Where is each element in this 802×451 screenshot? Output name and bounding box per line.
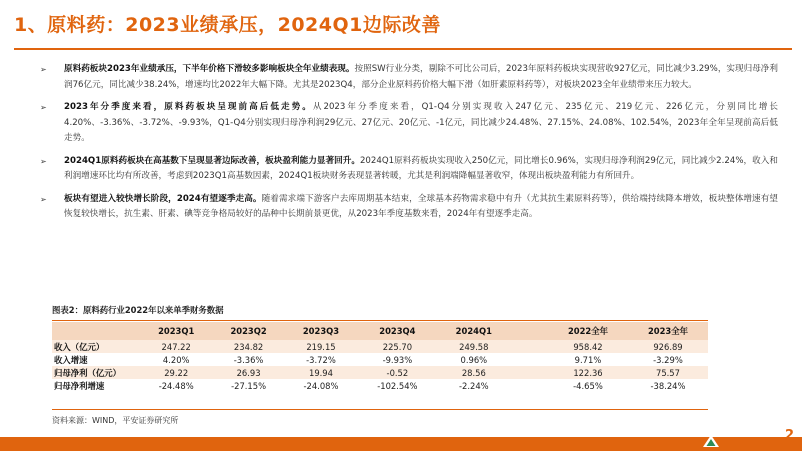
figure-top-rule [52,320,708,321]
table-row [52,379,708,392]
table-cell-gap [510,353,548,366]
table-cell: 26.93 [212,366,284,379]
table-cell-gap [510,379,548,392]
table-header: 2023Q3 [285,322,357,340]
table-header: 2023Q4 [357,322,437,340]
table-cell: -9.93% [357,353,437,366]
bullet-lead: 原料药板块2023年业绩承压，下半年价格下滑较多影响板块全年业绩表现。 [64,64,355,74]
table-cell: 219.15 [285,340,357,353]
table-header-gap [510,322,548,340]
bullet-text: 从2023年分季度来看，Q1-Q4分别实现收入247亿元、235亿元、219亿元、226亿元，分别同比增长4.20%、-3.36%、-3.72%、-9.93%，Q1-Q4分别实现归母净利润29亿元、27亿元、20亿元、-1亿元，同比减少24.48%、27.15%、24.08%、102.54%，2023年全年呈现前高后低走势。 [64,102,778,143]
bullet-lead: 板块有望进入较快增长阶段，2024有望逐季走高。 [64,193,262,204]
arrow-bullet-icon: ➢ [40,194,47,204]
source-note: 资料来源：WIND，平安证券研究所 [52,416,179,425]
table-cell: -3.72% [285,353,357,366]
table-cell: 926.89 [628,340,708,353]
row-label: 归母净利增速 [52,379,140,392]
bullet-item [40,100,778,147]
table-row [52,340,708,353]
row-label: 收入增速 [52,353,140,366]
brand-logo-icon [702,434,720,448]
table-cell: 122.36 [548,366,628,379]
table-cell: 234.82 [212,340,284,353]
figure-caption: 图表2：原料药行业2022年以来单季财务数据 [52,305,224,315]
page-title: 1、原料药：2023业绩承压，2024Q1边际改善 [14,14,441,36]
table-header-blank [52,322,140,340]
table-header: 2024Q1 [438,322,510,340]
bullet-text: 2024Q1原料药板块实现收入250亿元，同比增长0.96%，实现归母净利润29亿元，同比减少2.24%，收入和利润增速环比均有所改善，考虑到2023Q1高基数因素，2024Q1板块财务表现显著转暖，尤其是利润端降幅显著收窄，体现出板块盈利能力有所回升。 [64,155,778,181]
table-cell: -24.48% [140,379,212,392]
table-header: 2023Q2 [212,322,284,340]
figure-bottom-rule [52,409,708,410]
table-header-row [52,322,708,340]
bullet-lead: 2023年分季度来看，原料药板块呈现前高后低走势。 [64,102,313,112]
arrow-bullet-icon: ➢ [40,156,47,166]
row-label: 收入（亿元） [52,340,140,353]
row-label: 归母净利（亿元） [52,366,140,379]
table-cell: 225.70 [357,340,437,353]
financial-table [52,322,708,392]
bullet-item [40,192,778,223]
table-cell: 19.94 [285,366,357,379]
table-row [52,353,708,366]
footer-band [0,437,802,451]
bullet-item [40,154,778,185]
table-cell: 0.96% [438,353,510,366]
table-cell: 29.22 [140,366,212,379]
table-cell: -3.36% [212,353,284,366]
table-cell: -0.52 [357,366,437,379]
table-header: 2022全年 [548,322,628,340]
table-cell: 249.58 [438,340,510,353]
table-cell-gap [510,366,548,379]
table-cell: -27.15% [212,379,284,392]
table-cell: -102.54% [357,379,437,392]
table-cell: 958.42 [548,340,628,353]
table-cell: 28.56 [438,366,510,379]
page-number: 2 [784,428,794,443]
bullet-list [40,62,778,230]
table-cell: -4.65% [548,379,628,392]
bullet-item [40,62,778,93]
table-cell: -38.24% [628,379,708,392]
table-cell: -2.24% [438,379,510,392]
table-cell: 4.20% [140,353,212,366]
title-divider [14,48,792,50]
table-cell: -3.29% [628,353,708,366]
table-cell: 75.57 [628,366,708,379]
bullet-text: 按照SW行业分类，剔除不可比公司后，2023年原料药板块实现营收927亿元，同比减少3.29%，实现归母净利润76亿元，同比减少38.24%，增速均比2022年大幅下降。尤其是2023Q4，部分企业原料药价格大幅下滑（如肝素原料药等），对板块2023全年业绩带来压力较大。 [64,64,779,90]
table-cell-gap [510,340,548,353]
bullet-text: 随着需求端下游客户去库周期基本结束，全球基本药物需求稳中有升（尤其抗生素原料药等），供给端持续降本增效，板块整体增速有望恢复较快增长，抗生素、肝素、碘等竞争格局较好的品种中长期前景更优，从2023年季度基数来看，2024年有望逐季走高。 [64,193,779,219]
table-header: 2023全年 [628,322,708,340]
bullet-lead: 2024Q1原料药板块在高基数下呈现显著边际改善，板块盈利能力显著回升。 [64,155,360,166]
arrow-bullet-icon: ➢ [40,65,47,74]
table-cell: 9.71% [548,353,628,366]
table-cell: -24.08% [285,379,357,392]
table-row [52,366,708,379]
arrow-bullet-icon: ➢ [40,103,47,112]
table-header: 2023Q1 [140,322,212,340]
table-cell: 247.22 [140,340,212,353]
